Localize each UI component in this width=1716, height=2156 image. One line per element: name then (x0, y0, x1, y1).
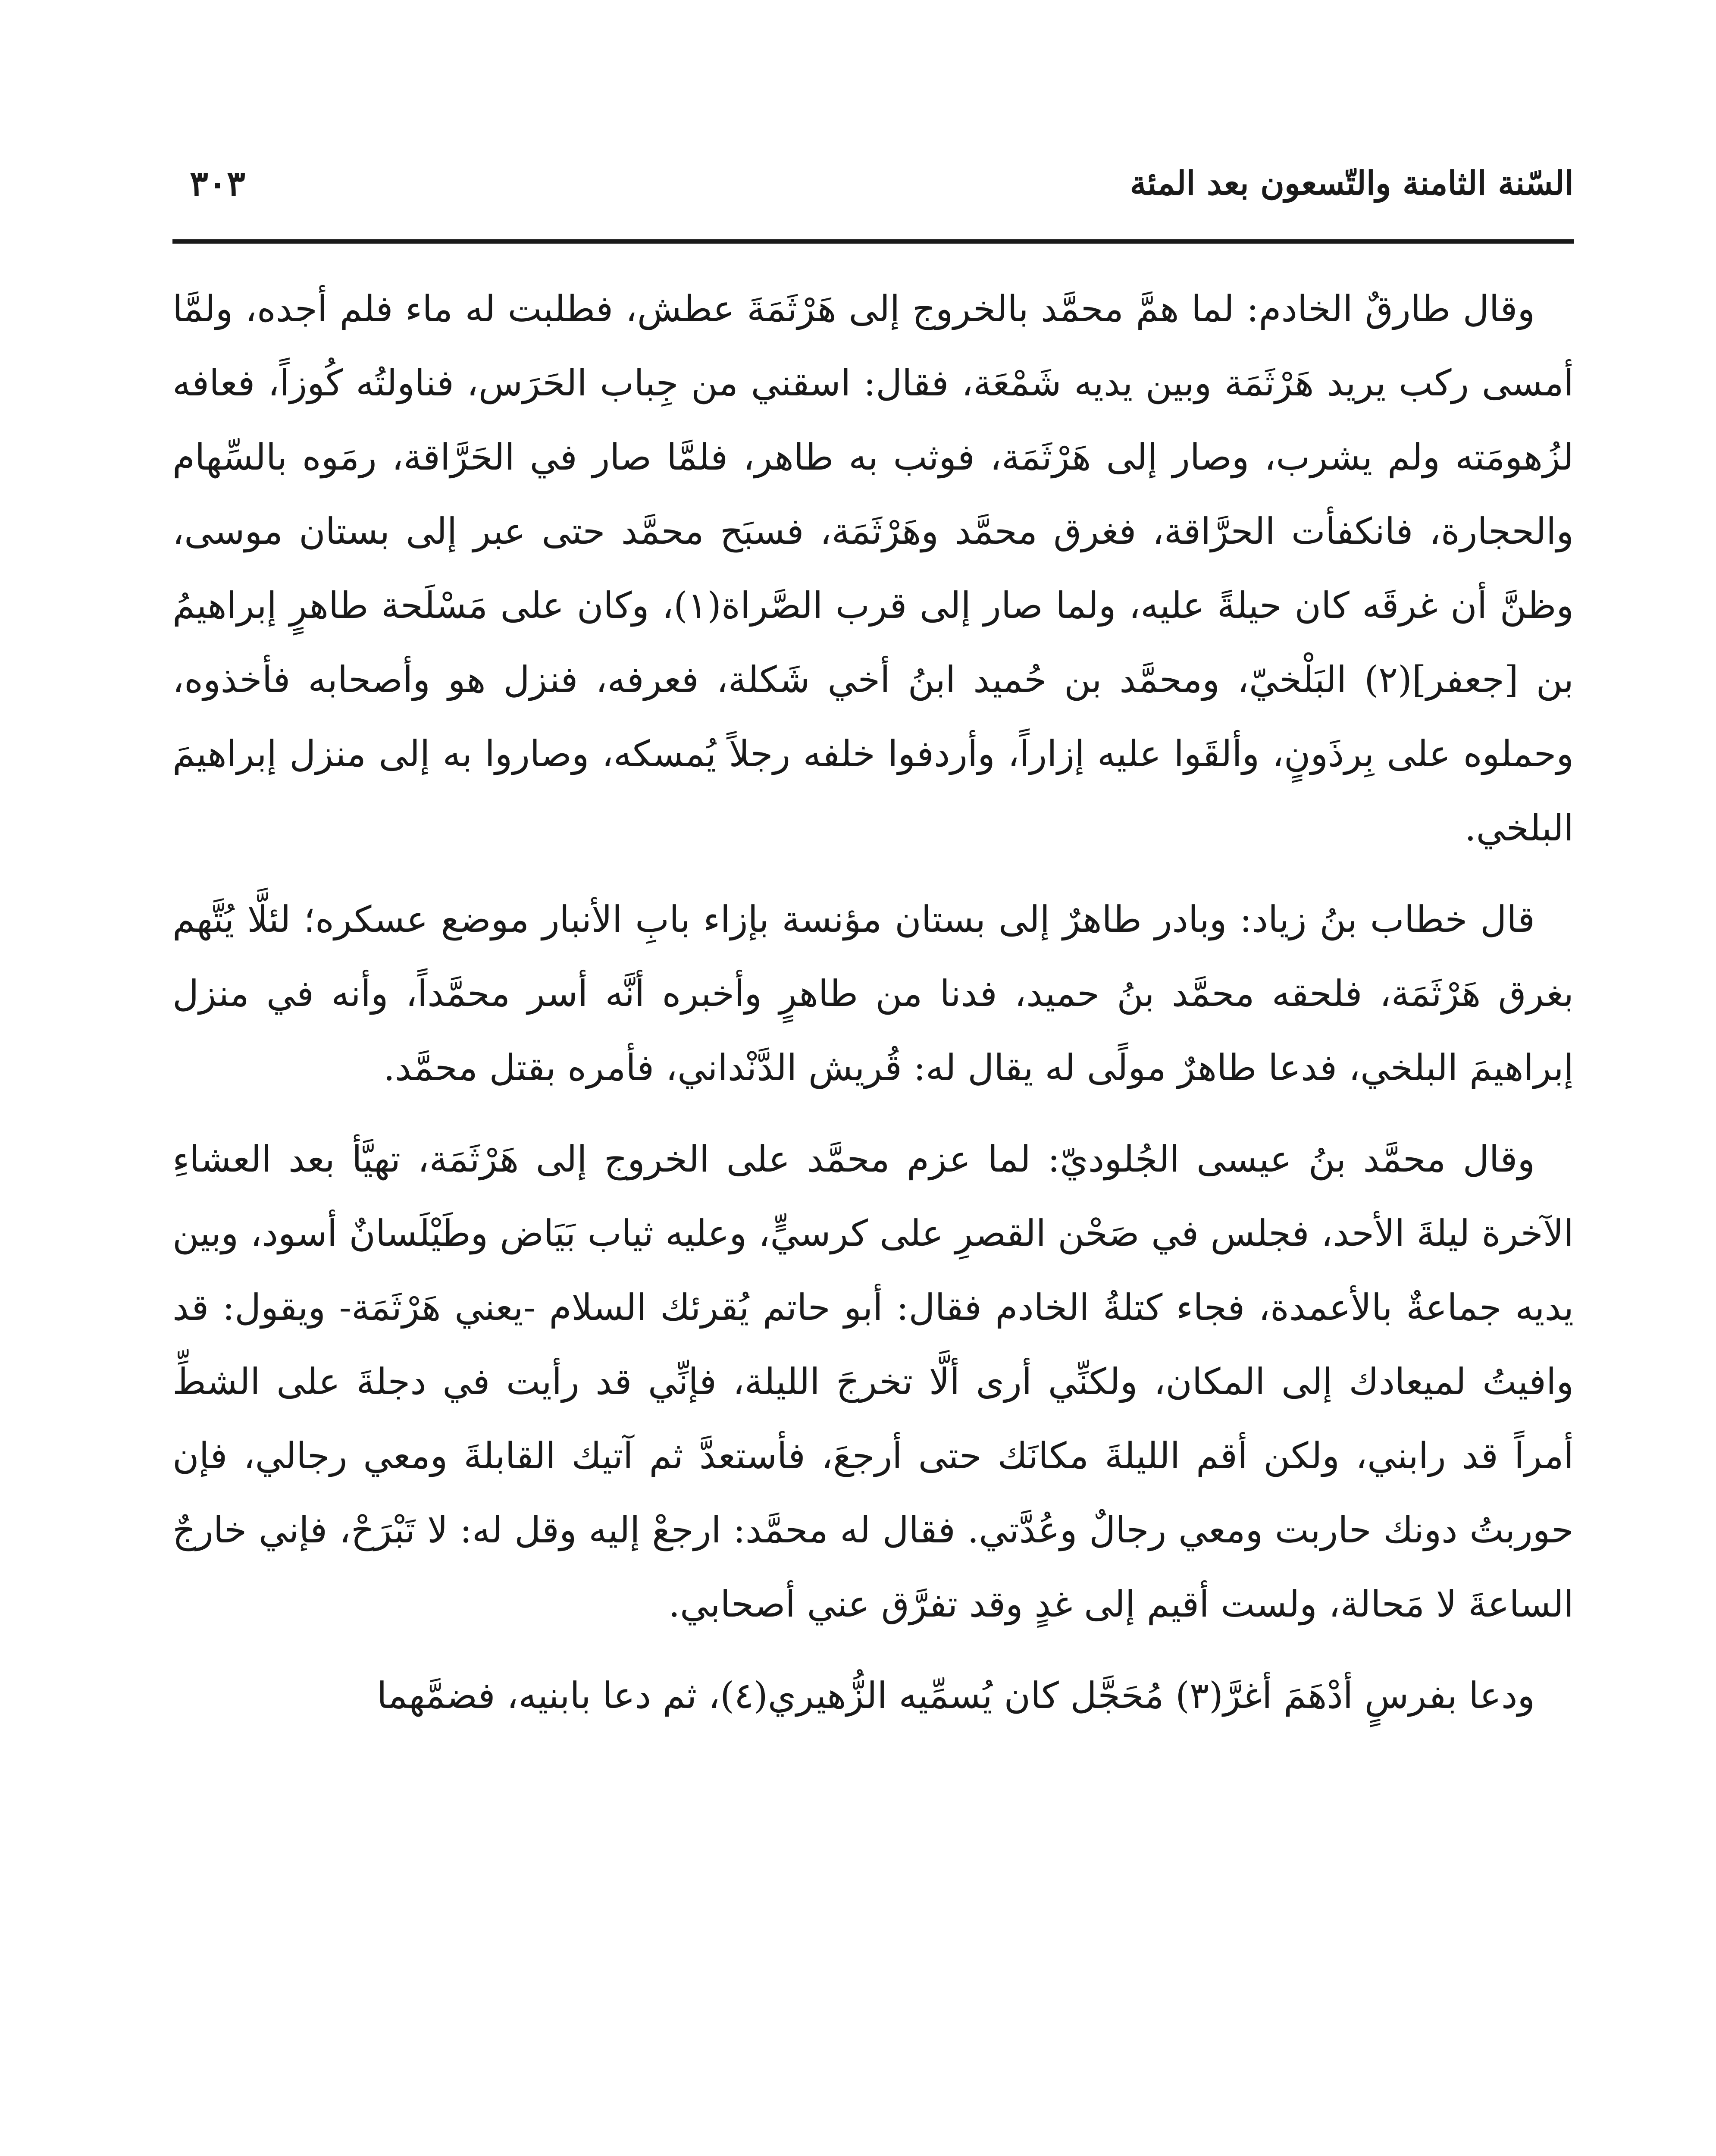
paragraph: وقال طارقٌ الخادم: لما همَّ محمَّد بالخروج إلى هَرْثَمَةَ عطش، فطلبت له ماء فلم أجده، ولمَّا أمسى ركب يريد هَرْثَمَة وبين يديه شَمْعَة، فقال: اسقني من جِباب الحَرَس، فناولتُه كُوزاً، فعافه لزُهومَته ولم يشرب، وصار إلى هَرْثَمَة، فوثب به طاهر، فلمَّا صار في الحَرَّاقة، رمَوه بالسِّهام والحجارة، فانكفأت الحرَّاقة، فغرق محمَّد وهَرْثَمَة، فسبَح محمَّد حتى عبر إلى بستان موسى، وظنَّ أن غرقَه كان حيلةً عليه، ولما صار إلى قرب الصَّراة(١)، وكان على مَسْلَحة طاهرٍ إبراهيمُ بن [جعفر](٢) البَلْخيّ، ومحمَّد بن حُميد ابنُ أخي شَكلة، فعرفه، فنزل هو وأصحابه فأخذوه، وحملوه على بِرذَونٍ، وألقَوا عليه إزاراً، وأردفوا خلفه رجلاً يُمسكه، وصاروا به إلى منزل إبراهيمَ البلخي. (172, 288, 1574, 849)
paragraph: قال خطاب بنُ زياد: وبادر طاهرٌ إلى بستان مؤنسة بإزاء بابِ الأنبار موضع عسكره؛ لئلَّا يُتَّهم بغرق هَرْثَمَة، فلحقه محمَّد بنُ حميد، فدنا من طاهرٍ وأخبره أنَّه أسر محمَّداً، وأنه في منزل إبراهيمَ البلخي، فدعا طاهرٌ مولًى له يقال له: قُريش الدَّنْداني، فأمره بقتل محمَّد. (172, 898, 1574, 1089)
paragraph: وقال محمَّد بنُ عيسى الجُلوديّ: لما عزم محمَّد على الخروج إلى هَرْثَمَة، تهيَّأ بعد العشاءِ الآخرة ليلةَ الأحد، فجلس في صَحْن القصرِ على كرسيٍّ، وعليه ثياب بَيَاض وطَيْلَسانٌ أسود، وبين يديه جماعةٌ بالأعمدة، فجاء كتلةُ الخادم فقال: أبو حاتم يُقرئك السلام -يعني هَرْثَمَة- ويقول: قد وافيتُ لميعادك إلى المكان، ولكنِّي أرى ألَّا تخرجَ الليلة، فإنِّي قد رأيت في دجلةَ على الشطِّ أمراً قد رابني، ولكن أقم الليلةَ مكانَك حتى أرجعَ، فأستعدَّ ثم آتيك القابلةَ ومعي رجالي، فإن حوربتُ دونك حاربت ومعي رجالٌ وعُدَّتي. فقال له محمَّد: ارجعْ إليه وقل له: لا تَبْرَحْ، فإني خارجٌ الساعةَ لا مَحالة، ولست أقيم إلى غدٍ وقد تفرَّق عني أصحابي. (172, 1138, 1574, 1625)
header-rule (172, 239, 1574, 244)
running-header (172, 142, 1574, 207)
header-title: السّنة الثامنة والتّسعون بعد المئة (1130, 164, 1574, 202)
book-page (172, 142, 1574, 2156)
body-text (172, 272, 1574, 1750)
page-number: ٣٠٣ (190, 163, 245, 204)
paragraph: ودعا بفرسٍ أدْهَمَ أغرَّ(٣) مُحَجَّل كان يُسمِّيه الزُّهيري(٤)، ثم دعا بابنيه، فضمَّهما (377, 1674, 1535, 1717)
